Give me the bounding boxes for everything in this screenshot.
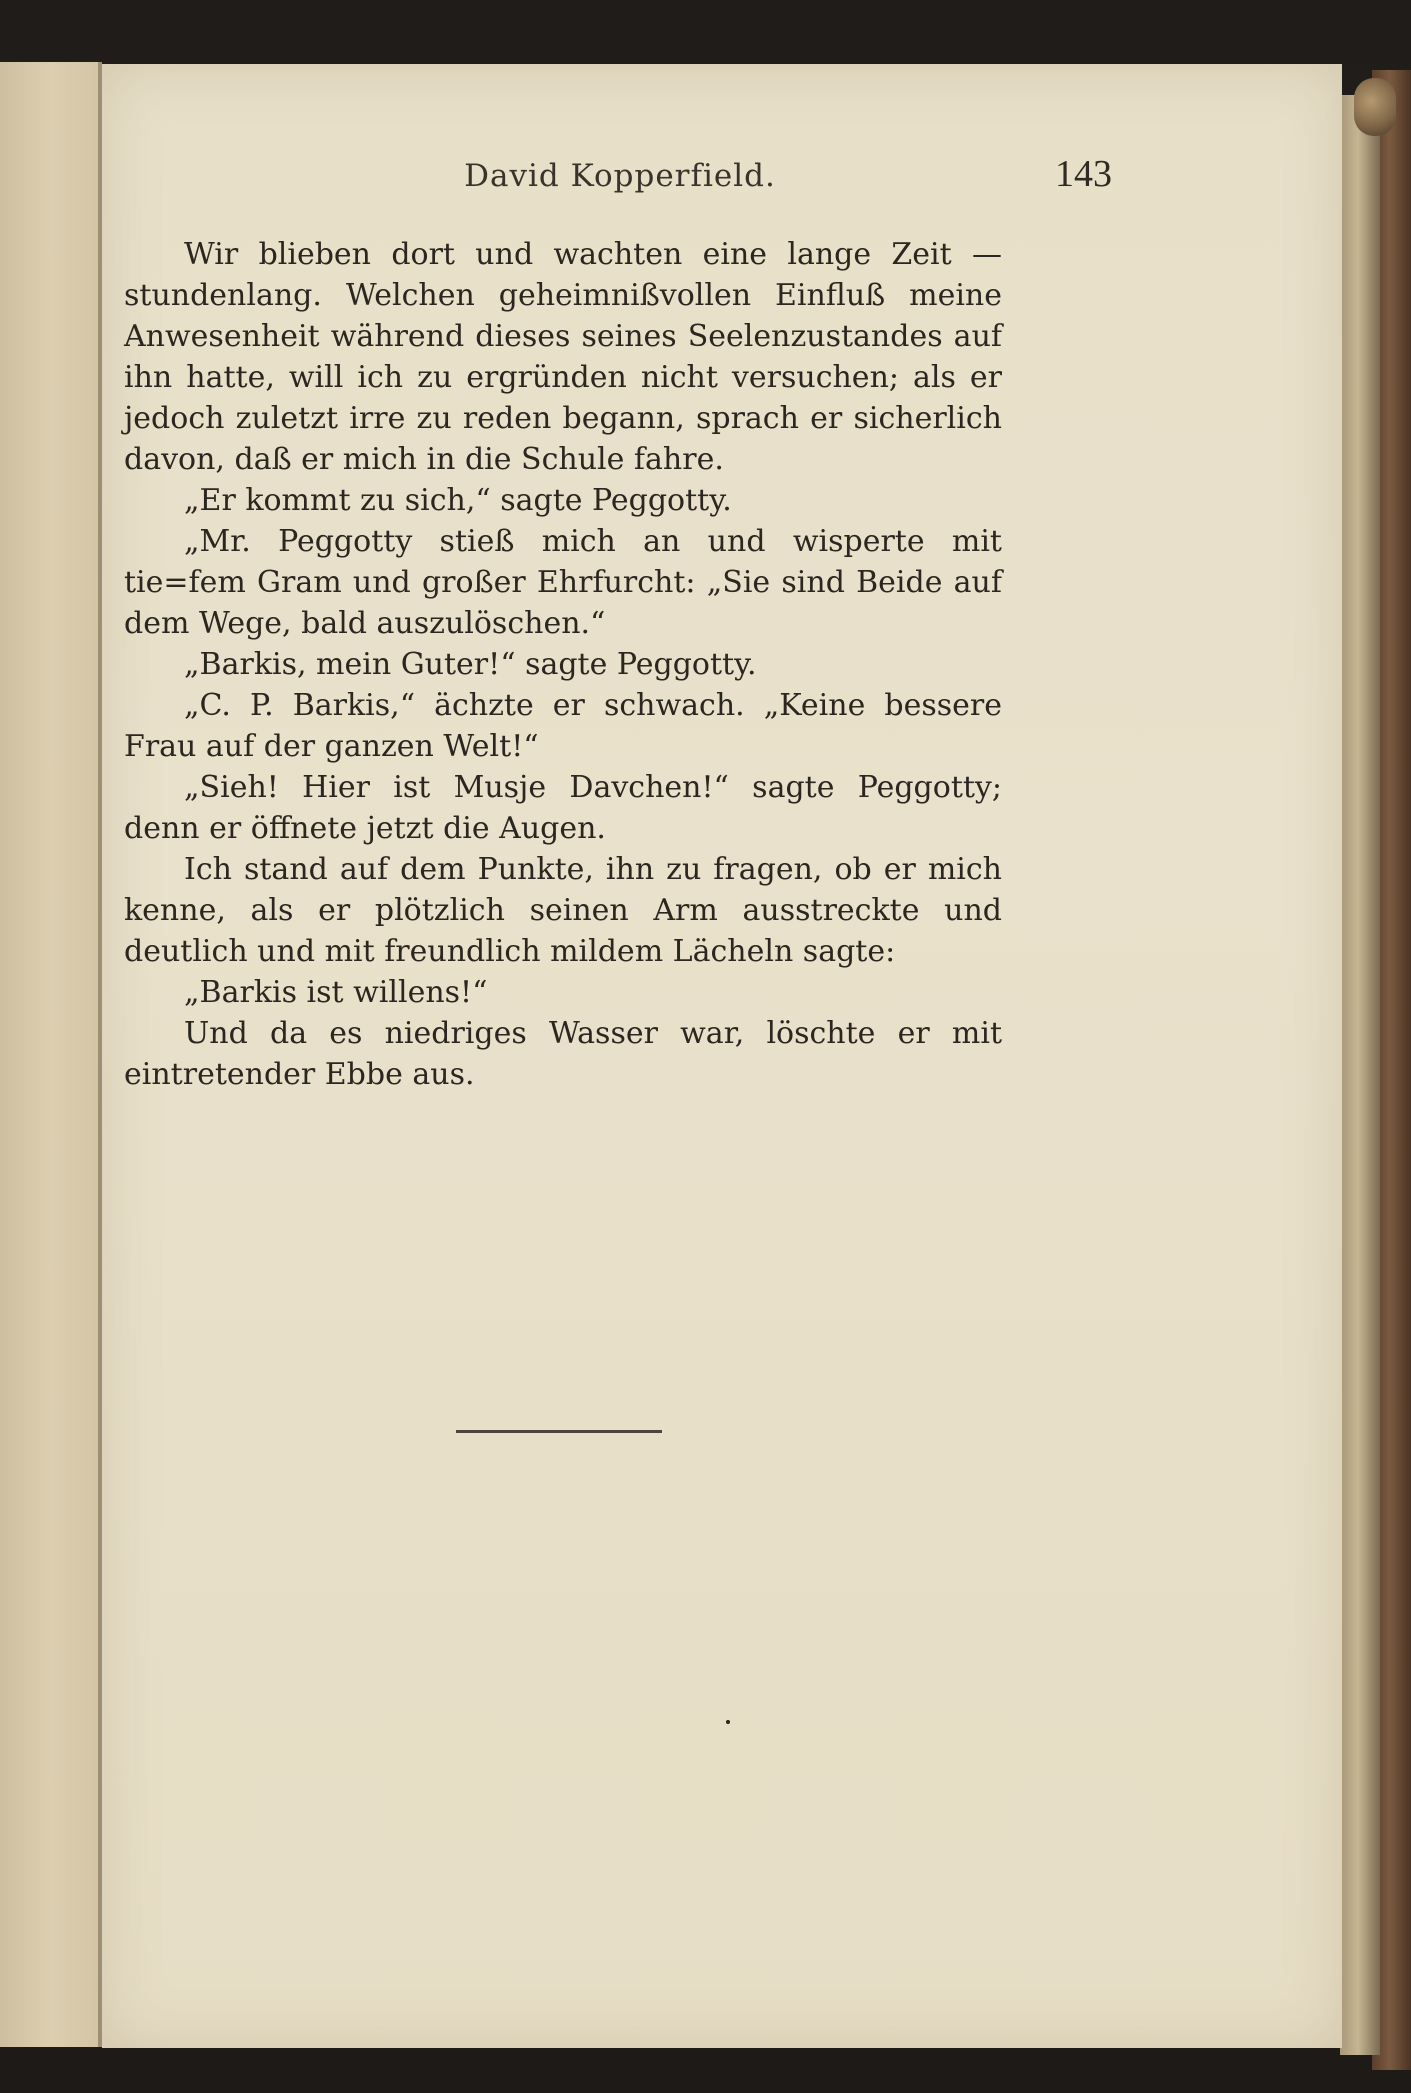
- paragraph: „Sieh! Hier ist Musje Davchen!“ sagte Peggotty; denn er öffnete jetzt die Augen.: [124, 770, 1002, 846]
- section-end-rule: [456, 1430, 662, 1433]
- page-stack-edge: [1340, 95, 1380, 2055]
- paper-speck: [726, 1720, 730, 1724]
- running-title: David Kopperfield.: [464, 158, 776, 194]
- page-number: 143: [1055, 153, 1112, 195]
- paragraph: Und da es niedriges Wasser war, löschte er mit eintretender Ebbe aus.: [124, 1016, 1002, 1092]
- paragraph: Ich stand auf dem Punkte, ihn zu fragen, ob er mich kenne, als er plötzlich seinen Arm ausstreckte und deutlich und mit freundlich mildem Lächeln sagte:: [124, 852, 1002, 969]
- facing-page-edge: [0, 62, 102, 2047]
- cover-clasp: [1354, 78, 1396, 136]
- body-text: [124, 234, 1002, 1095]
- paragraph: „C. P. Barkis,“ ächzte er schwach. „Keine bessere Frau auf der ganzen Welt!“: [124, 688, 1002, 764]
- paragraph: „Barkis ist willens!“: [184, 975, 488, 1010]
- paragraph: „Er kommt zu sich,“ sagte Peggotty.: [184, 483, 732, 518]
- paragraph: „Mr. Peggotty stieß mich an und wisperte mit tie=fem Gram und großer Ehrfurcht: „Sie sind Beide auf dem Wege, bald auszulöschen.“: [124, 524, 1002, 641]
- page-header: [120, 148, 1120, 208]
- paragraph: „Barkis, mein Guter!“ sagte Peggotty.: [184, 647, 757, 682]
- paragraph: Wir blieben dort und wachten eine lange Zeit — stundenlang. Welchen geheimnißvollen Einfluß meine Anwesenheit während dieses seines Seelenzustandes auf ihn hatte, will ich zu ergründen nicht versuchen; als er jedoch zuletzt irre zu reden begann, sprach er sicherlich davon, daß er mich in die Schule fahre.: [124, 237, 1002, 477]
